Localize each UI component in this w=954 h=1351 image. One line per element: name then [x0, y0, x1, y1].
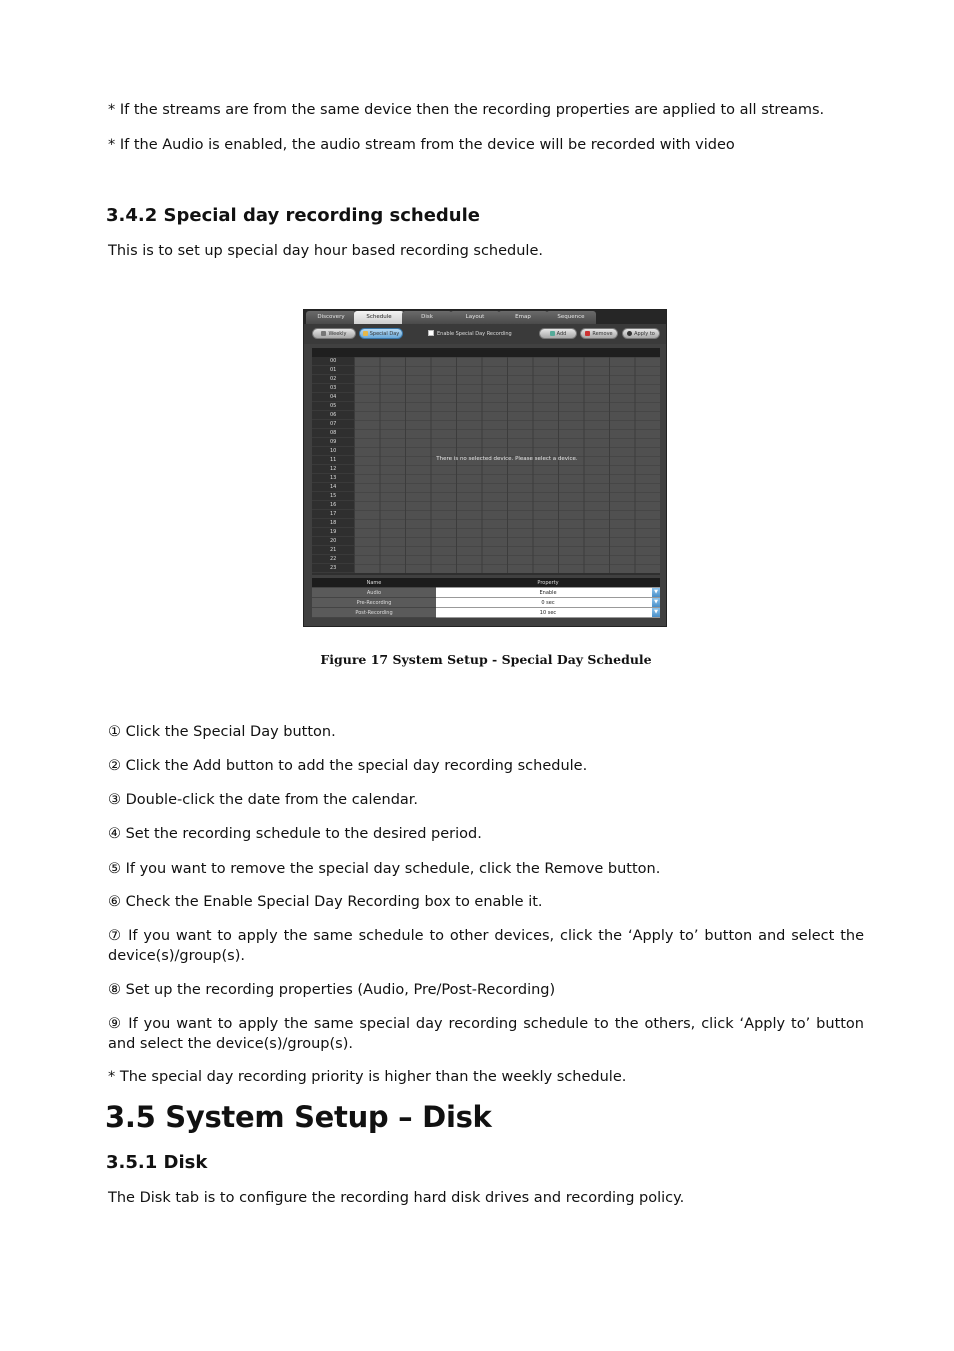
note-streams: * If the streams are from the same device then the recording properties are applied to all streams. — [108, 102, 825, 118]
hour-label: 19 — [312, 528, 354, 537]
step-2: ② Click the Add button to add the special day recording schedule. — [108, 758, 588, 774]
hour-label: 09 — [312, 438, 354, 447]
hour-label: 08 — [312, 429, 354, 438]
property-column-header: Property — [436, 578, 660, 588]
hour-label: 03 — [312, 384, 354, 393]
apply-to-button[interactable]: Apply to — [622, 328, 660, 339]
tab-emap[interactable]: Emap — [498, 311, 548, 324]
weekly-button[interactable]: Weekly — [312, 328, 356, 339]
figure-caption: Figure 17 System Setup - Special Day Schedule — [320, 652, 652, 667]
calendar-icon — [321, 331, 326, 336]
section-intro-3-4-2: This is to set up special day hour based recording schedule. — [108, 243, 543, 259]
property-name: Pre-Recording — [312, 598, 436, 608]
tab-bar — [304, 310, 666, 324]
property-name: Post-Recording — [312, 608, 436, 618]
hour-label: 02 — [312, 375, 354, 384]
step-7: ⑦ If you want to apply the same schedule to other devices, click the ‘Apply to’ button and select the device(s)/group(s). — [108, 928, 864, 964]
hour-label: 13 — [312, 474, 354, 483]
section-heading-3-5-1: 3.5.1 Disk — [106, 1152, 208, 1173]
schedule-grid[interactable] — [312, 348, 660, 575]
remove-icon — [585, 331, 590, 336]
priority-note: * The special day recording priority is higher than the weekly schedule. — [108, 1069, 627, 1085]
hour-label: 07 — [312, 420, 354, 429]
hour-label: 18 — [312, 519, 354, 528]
hour-label: 15 — [312, 492, 354, 501]
pre-recording-select[interactable]: 0 sec ▼ — [436, 598, 660, 608]
chevron-down-icon[interactable]: ▼ — [652, 608, 660, 617]
section-heading-3-4-2: 3.4.2 Special day recording schedule — [106, 205, 480, 226]
section-heading-3-5: 3.5 System Setup – Disk — [105, 1100, 492, 1134]
hour-label: 00 — [312, 357, 354, 366]
name-column-header: Name — [312, 578, 436, 588]
special-day-button[interactable]: Special Day — [359, 328, 403, 339]
no-device-message: There is no selected device. Please select a device. — [436, 456, 578, 462]
property-row-post-recording — [312, 608, 660, 618]
step-4: ④ Set the recording schedule to the desired period. — [108, 826, 482, 842]
step-9: ⑨ If you want to apply the same special day recording schedule to the others, click ‘Apply to’ button and select the device(s)/group(s). — [108, 1016, 864, 1052]
tab-disk[interactable]: Disk — [402, 311, 452, 324]
checkbox-box[interactable] — [428, 330, 434, 336]
step-6: ⑥ Check the Enable Special Day Recording box to enable it. — [108, 894, 543, 910]
grid-header — [312, 348, 660, 357]
step-1: ① Click the Special Day button. — [108, 724, 336, 740]
tab-sequence[interactable]: Sequence — [546, 311, 596, 324]
tab-layout[interactable]: Layout — [450, 311, 500, 324]
property-row-audio — [312, 588, 660, 598]
enable-special-day-checkbox[interactable]: Enable Special Day Recording — [428, 329, 512, 339]
tab-discovery[interactable]: Discovery — [306, 311, 356, 324]
properties-table — [312, 578, 660, 618]
hour-label: 12 — [312, 465, 354, 474]
hour-label: 10 — [312, 447, 354, 456]
property-name: Audio — [312, 588, 436, 598]
hour-label: 06 — [312, 411, 354, 420]
properties-header — [312, 578, 660, 588]
hour-label: 14 — [312, 483, 354, 492]
schedule-toolbar — [304, 324, 666, 344]
add-button[interactable]: Add — [539, 328, 577, 339]
remove-button[interactable]: Remove — [580, 328, 618, 339]
apply-gear-icon — [627, 331, 632, 336]
hour-label: 05 — [312, 402, 354, 411]
schedule-cells[interactable] — [354, 357, 660, 573]
audio-select[interactable]: Enable ▼ — [436, 588, 660, 598]
note-audio: * If the Audio is enabled, the audio stream from the device will be recorded with video — [108, 137, 735, 153]
hour-label: 16 — [312, 501, 354, 510]
property-row-pre-recording — [312, 598, 660, 608]
hour-label: 04 — [312, 393, 354, 402]
post-recording-select[interactable]: 10 sec ▼ — [436, 608, 660, 618]
step-3: ③ Double-click the date from the calendar. — [108, 792, 419, 808]
step-8: ⑧ Set up the recording properties (Audio, Pre/Post-Recording) — [108, 982, 556, 998]
hour-label: 11 — [312, 456, 354, 465]
hour-label: 22 — [312, 555, 354, 564]
hour-label: 17 — [312, 510, 354, 519]
section-intro-3-5-1: The Disk tab is to configure the recording hard disk drives and recording policy. — [108, 1190, 685, 1206]
tab-schedule[interactable]: Schedule — [354, 311, 404, 324]
hour-label: 01 — [312, 366, 354, 375]
chevron-down-icon[interactable]: ▼ — [652, 588, 660, 597]
add-icon — [550, 331, 555, 336]
hour-label: 23 — [312, 564, 354, 573]
special-day-schedule-screenshot — [303, 309, 667, 627]
hour-label: 21 — [312, 546, 354, 555]
hour-labels — [312, 357, 354, 573]
special-day-icon — [363, 331, 368, 336]
step-5: ⑤ If you want to remove the special day schedule, click the Remove button. — [108, 861, 661, 877]
hour-label: 20 — [312, 537, 354, 546]
chevron-down-icon[interactable]: ▼ — [652, 598, 660, 607]
